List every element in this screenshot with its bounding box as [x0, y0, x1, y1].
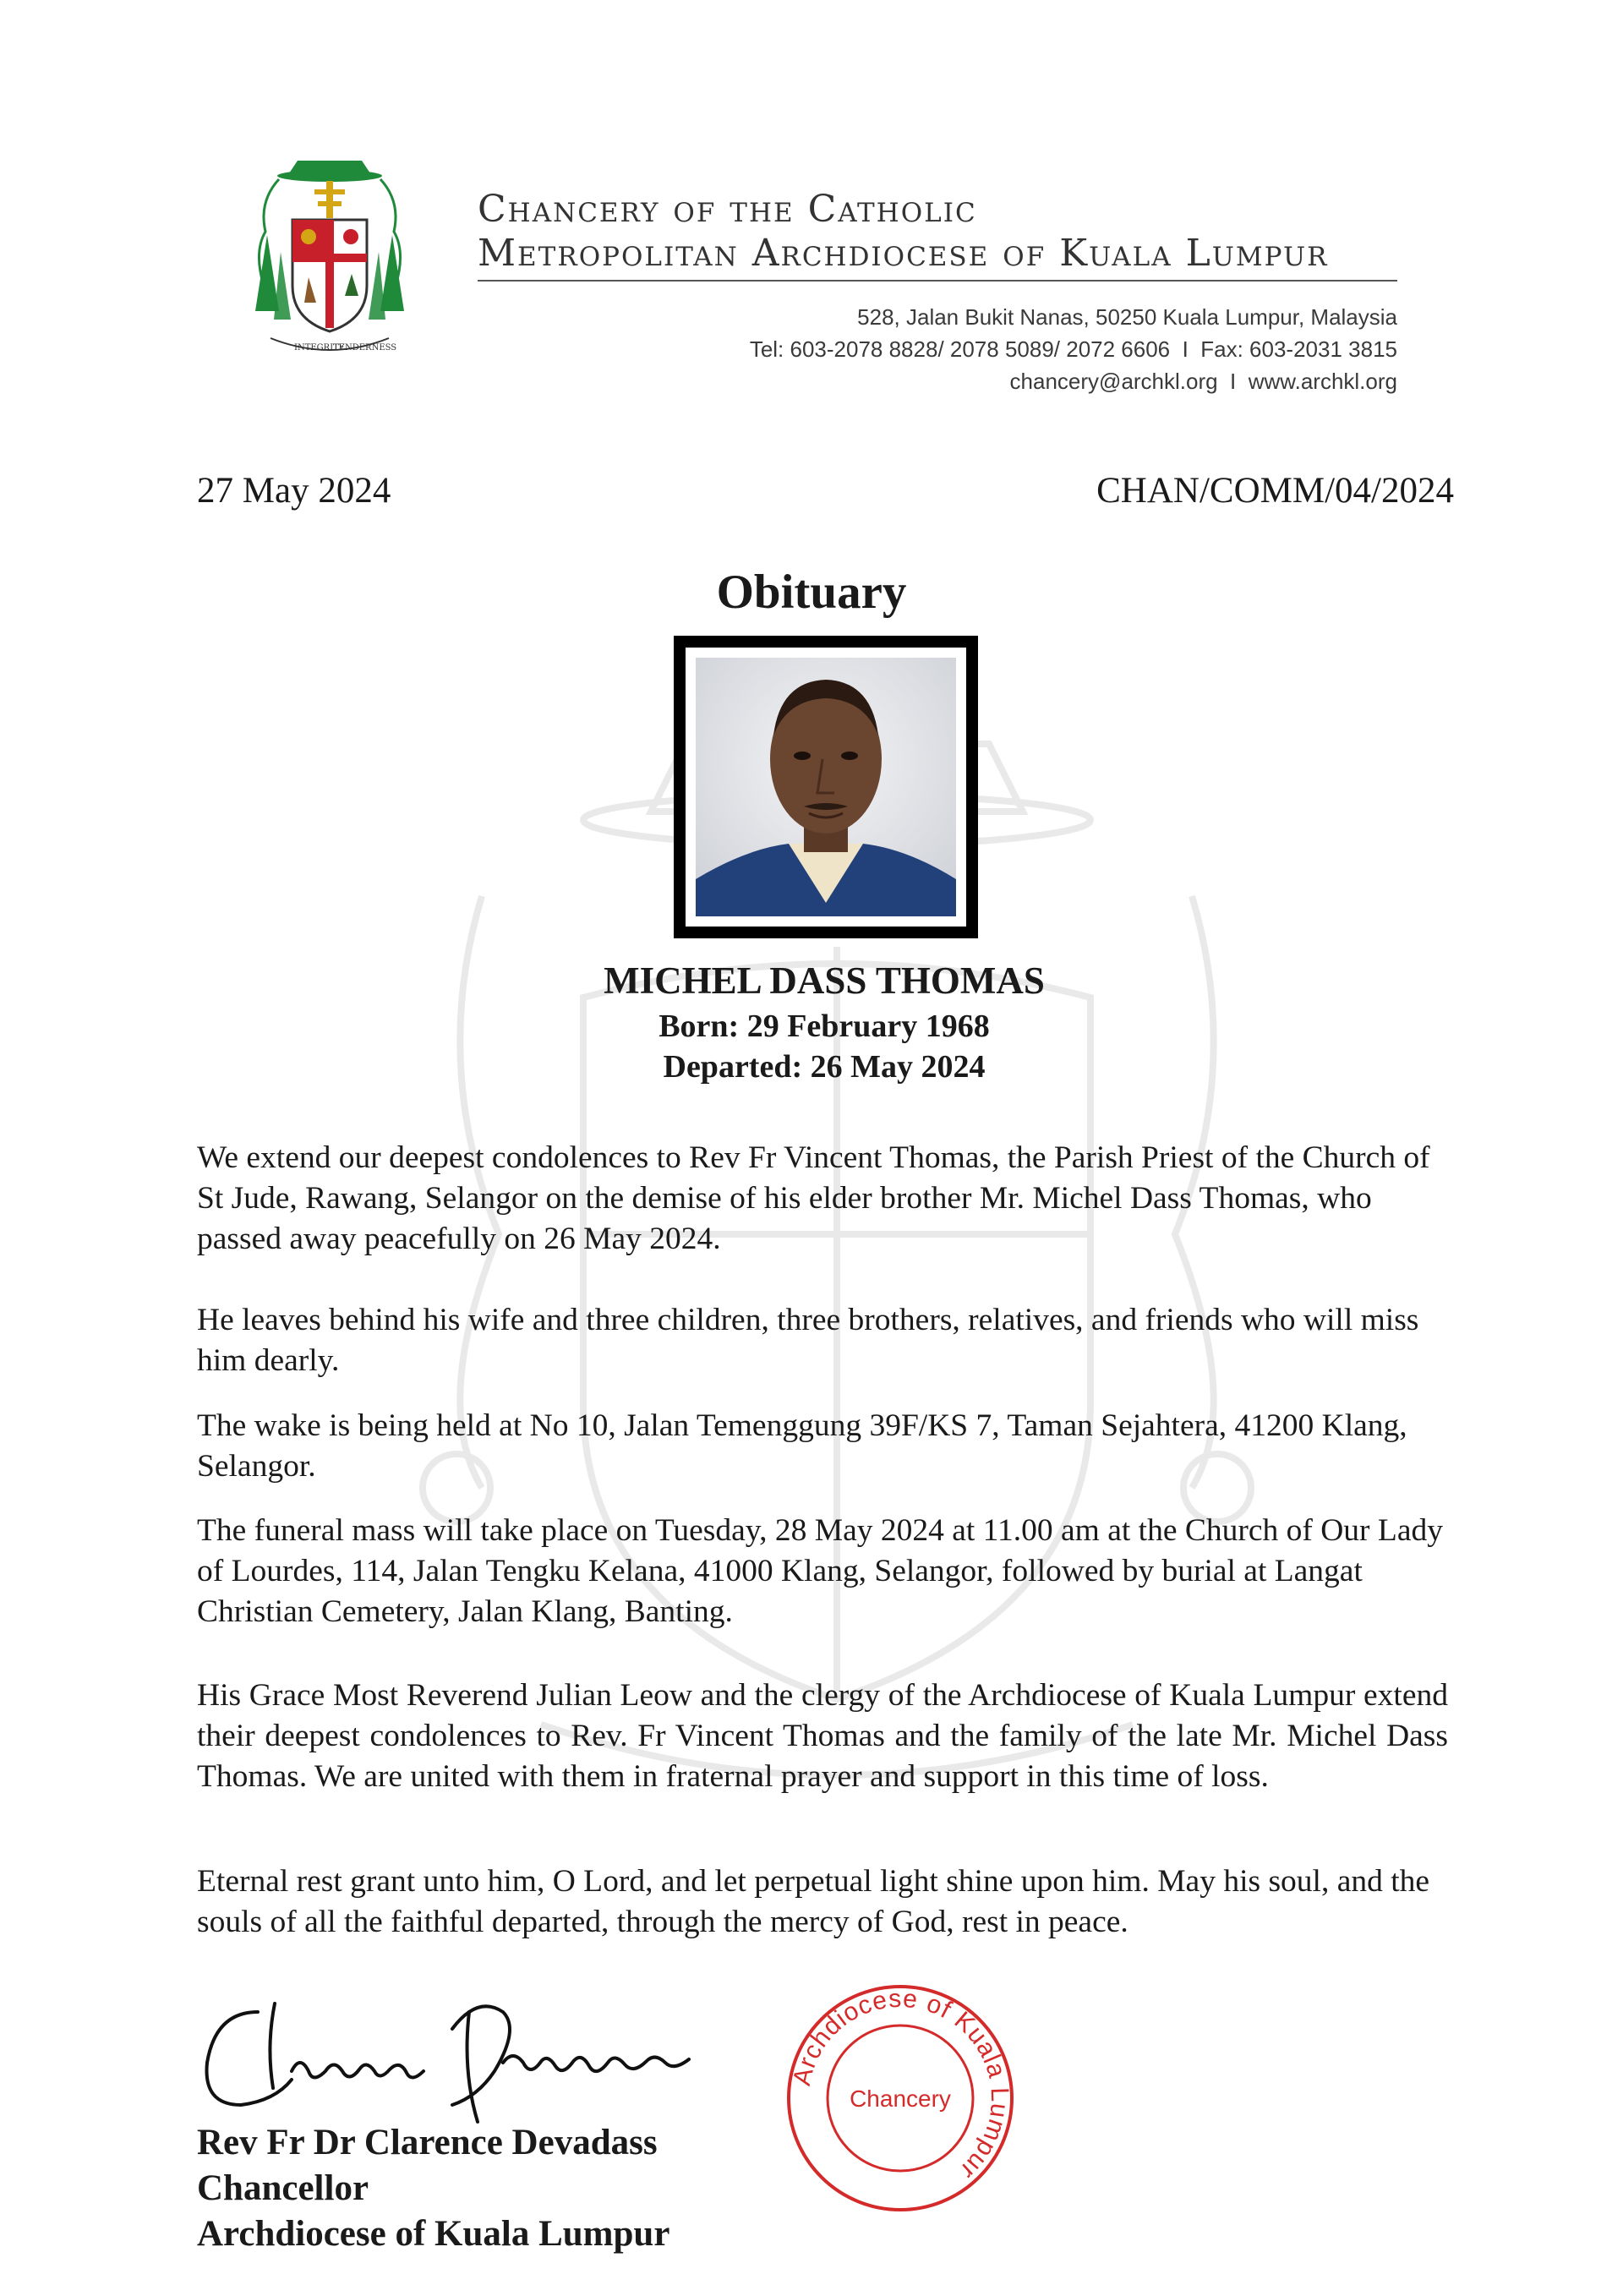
letterhead-address: 528, Jalan Bukit Nanas, 50250 Kuala Lumpur, Malaysia [857, 304, 1397, 330]
life-dates [0, 1006, 1623, 1087]
stamp-center-text: Chancery [850, 2086, 951, 2112]
letter-reference: CHAN/COMM/04/2024 [1096, 471, 1454, 511]
letter-date: 27 May 2024 [197, 471, 391, 511]
condolence-paragraph: We extend our deepest condolences to Rev Fr Vincent Thomas, the Parish Priest of the Church of St Jude, Rawang, Selangor on the demise of his elder brother Mr. Michel Dass Thomas, who passed away peacefully on 26 May 2024. [197, 1140, 1430, 1256]
portrait-photo [696, 658, 956, 916]
signatory-title: Chancellor [197, 2168, 369, 2208]
signatory-organization: Archdiocese of Kuala Lumpur [197, 2214, 670, 2254]
funeral-paragraph: The funeral mass will take place on Tuesday, 28 May 2024 at 11.00 am at the Church of Our Lady of Lourdes, 114, Jalan Tengku Kelana, 41000 Klang, Selangor, followed by burial at Langat Christian Cemetery, Jalan Klang, Banting. [197, 1513, 1443, 1629]
born-date: Born: 29 February 1968 [658, 1009, 990, 1044]
letterhead-contact [592, 301, 1397, 397]
letterhead-title-line2: Metropolitan Archdiocese of Kuala Lumpur [478, 232, 1329, 275]
letterhead-title [478, 188, 1407, 276]
deceased-name: MICHEL DASS THOMAS [604, 959, 1045, 1002]
chancery-stamp [782, 1980, 1019, 2217]
obituary-title: Obituary [716, 566, 907, 619]
family-paragraph: He leaves behind his wife and three children, three brothers, relatives, and friends who will miss him dearly. [197, 1303, 1419, 1378]
archdiocese-crest-logo [245, 150, 414, 362]
crest-motto-right-text: TENDERNESS [333, 343, 397, 353]
stamp-ring-text: Archdiocese of Kuala Lumpur [787, 1984, 1014, 2185]
portrait-frame [674, 636, 978, 938]
letterhead-phone: Tel: 603-2078 8828/ 2078 5089/ 2072 6606 I Fax: 603-2031 3815 [749, 336, 1397, 362]
letterhead-divider [478, 280, 1397, 282]
signatory-block [197, 2120, 669, 2257]
signatory-name: Rev Fr Dr Clarence Devadass [197, 2123, 658, 2162]
departed-date: Departed: 26 May 2024 [663, 1049, 986, 1085]
wake-paragraph: The wake is being held at No 10, Jalan Temenggung 39F/KS 7, Taman Sejahtera, 41200 Klang, Selangor. [197, 1408, 1407, 1484]
letterhead-title-line1: Chancery of the Catholic [478, 188, 977, 231]
prayer-paragraph: Eternal rest grant unto him, O Lord, and let perpetual light shine upon him. May his soul, and the souls of all the faithful departed, through the mercy of God, rest in peace. [197, 1864, 1430, 1939]
archbishop-paragraph: His Grace Most Reverend Julian Leow and the clergy of the Archdiocese of Kuala Lumpur extend their deepest condolences to Rev. Fr Vincent Thomas and the family of the late Mr. Michel Dass Thomas. We are united with them in fraternal prayer and support in this time of loss. [197, 1678, 1448, 1794]
crest-motto-left-text: INTEGRITY [294, 343, 345, 353]
letterhead-web: chancery@archkl.org I www.archkl.org [1009, 369, 1397, 394]
handwritten-signature [199, 1978, 723, 2130]
